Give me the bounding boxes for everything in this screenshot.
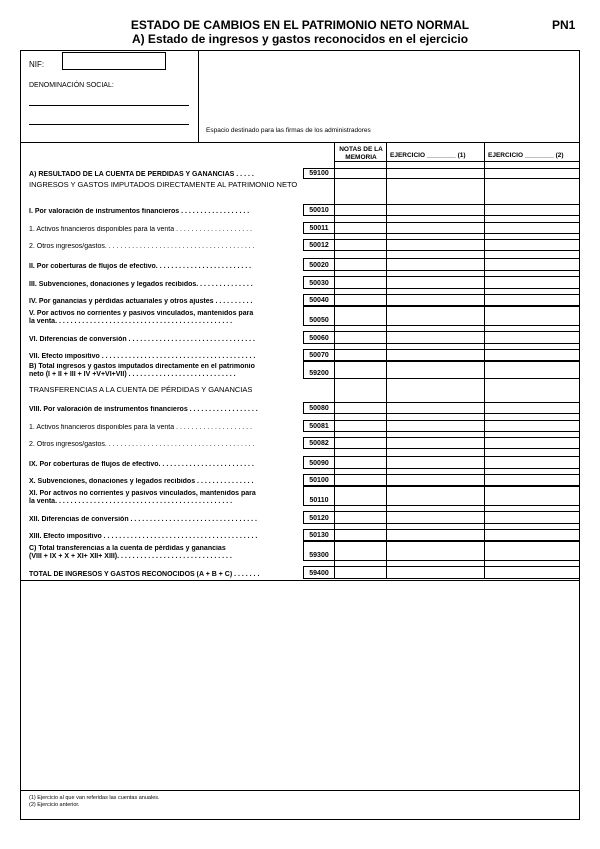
- ejercicio-1-cell[interactable]: [386, 258, 485, 271]
- notas-cell[interactable]: [334, 361, 387, 379]
- row-label: C) Total transferencias a la cuenta de pérdidas y ganancias (VIII + IX + X + XI+ XII+ XIII). . . . . . . . . . . . . . . . . . . . . . . . . . . . . .: [29, 545, 232, 560]
- notas-cell[interactable]: [334, 349, 387, 361]
- row-code: 59400: [303, 566, 335, 579]
- row-label: V. Por activos no corrientes y pasivos vinculados, mantenidos para la venta. . . . . . . . . . . . . . . . . . . . . . . . . . . . . . . . . . . . . . . . . . . . . .: [29, 310, 254, 325]
- ejercicio-1-cell[interactable]: [386, 456, 485, 469]
- header-divider-2: [386, 143, 387, 161]
- table-column-rule: [334, 161, 335, 579]
- row-label: 1. Activos financieros disponibles para la venta . . . . . . . . . . . . . . . . . . . .: [29, 226, 252, 233]
- notas-cell[interactable]: [334, 474, 387, 486]
- row-code: 50030: [303, 276, 335, 289]
- nif-field[interactable]: [62, 52, 166, 70]
- ejercicio-2-cell[interactable]: [484, 361, 580, 379]
- ejercicio-1-cell[interactable]: [386, 349, 485, 361]
- row-label: XI. Por activos no corrientes y pasivos vinculados, mantenidos para la venta. . . . . . . . . . . . . . . . . . . . . . . . . . . . . . . . . . . . . . . . . . . . . .: [29, 490, 256, 505]
- row-code: 50080: [303, 402, 335, 414]
- ejercicio-1-cell[interactable]: [386, 331, 485, 344]
- form-title: ESTADO DE CAMBIOS EN EL PATRIMONIO NETO NORMAL: [130, 18, 470, 32]
- row-code: 50082: [303, 437, 335, 449]
- column-header-ejercicio-1: EJERCICIO ________ (1): [390, 152, 466, 159]
- row-code: 50130: [303, 529, 335, 541]
- column-header-ejercicio-2: EJERCICIO ________ (2): [488, 152, 564, 159]
- row-label: TOTAL DE INGRESOS Y GASTOS RECONOCIDOS (A + B + C) . . . . . . .: [29, 571, 260, 578]
- footnote-2: (2) Ejercicio anterior.: [29, 802, 80, 808]
- notas-cell[interactable]: [334, 486, 387, 506]
- notas-cell[interactable]: [334, 420, 387, 432]
- ejercicio-2-cell[interactable]: [484, 474, 580, 486]
- form-frame: [20, 50, 580, 820]
- form-subtitle: A) Estado de ingresos y gastos reconocidos en el ejercicio: [131, 32, 469, 46]
- ejercicio-2-cell[interactable]: [484, 204, 580, 216]
- row-code: 59300: [303, 541, 335, 561]
- row-label: 2. Otros ingresos/gastos. . . . . . . . . . . . . . . . . . . . . . . . . . . . . . . . . . . . . . .: [29, 441, 255, 448]
- notas-cell[interactable]: [334, 258, 387, 271]
- header-bottom-rule: [334, 161, 580, 162]
- denominacion-label: DENOMINACIÓN SOCIAL:: [29, 82, 114, 89]
- footnote-rule: [20, 790, 580, 791]
- row-label: X. Subvenciones, donaciones y legados recibidos . . . . . . . . . . . . . . .: [29, 478, 254, 485]
- ejercicio-1-cell[interactable]: [386, 204, 485, 216]
- ejercicio-1-cell[interactable]: [386, 222, 485, 234]
- notas-cell[interactable]: [334, 437, 387, 449]
- ejercicio-2-cell[interactable]: [484, 420, 580, 432]
- row-label: VII. Efecto impositivo . . . . . . . . . . . . . . . . . . . . . . . . . . . . . . . . . . . . . . . .: [29, 353, 256, 360]
- ejercicio-2-cell[interactable]: [484, 529, 580, 541]
- form-code: PN1: [552, 18, 576, 32]
- section-heading: INGRESOS Y GASTOS IMPUTADOS DIRECTAMENTE AL PATRIMONIO NETO: [29, 180, 298, 189]
- notas-cell[interactable]: [334, 511, 387, 524]
- ejercicio-2-cell[interactable]: [484, 566, 580, 579]
- ejercicio-1-cell[interactable]: [386, 402, 485, 414]
- ejercicio-2-cell[interactable]: [484, 541, 580, 561]
- row-label: XII. Diferencias de conversión . . . . . . . . . . . . . . . . . . . . . . . . . . . . . . . . .: [29, 516, 257, 523]
- row-code: 50010: [303, 204, 335, 216]
- ejercicio-1-cell[interactable]: [386, 306, 485, 326]
- notas-cell[interactable]: [334, 541, 387, 561]
- ejercicio-1-cell[interactable]: [386, 474, 485, 486]
- ejercicio-1-cell[interactable]: [386, 239, 485, 251]
- row-code: 59200: [303, 361, 335, 379]
- row-code: 50012: [303, 239, 335, 251]
- ejercicio-2-cell[interactable]: [484, 437, 580, 449]
- notas-cell[interactable]: [334, 222, 387, 234]
- row-code: 50100: [303, 474, 335, 486]
- ejercicio-1-cell[interactable]: [386, 294, 485, 306]
- notas-cell[interactable]: [334, 168, 387, 179]
- ejercicio-1-cell[interactable]: [386, 361, 485, 379]
- denominacion-line-1[interactable]: [29, 105, 189, 106]
- row-code: 50090: [303, 456, 335, 469]
- notas-cell[interactable]: [334, 529, 387, 541]
- row-code: 50020: [303, 258, 335, 271]
- nif-label: NIF:: [29, 60, 45, 69]
- ejercicio-1-cell[interactable]: [386, 486, 485, 506]
- notas-cell[interactable]: [334, 239, 387, 251]
- table-column-rule: [484, 161, 485, 579]
- ejercicio-2-cell[interactable]: [484, 331, 580, 344]
- ejercicio-2-cell[interactable]: [484, 168, 580, 179]
- ejercicio-2-cell[interactable]: [484, 239, 580, 251]
- row-code: 50050: [303, 306, 335, 326]
- header-divider-3: [484, 143, 485, 161]
- notas-cell[interactable]: [334, 331, 387, 344]
- denominacion-line-2[interactable]: [29, 124, 189, 125]
- row-label: A) RESULTADO DE LA CUENTA DE PÉRDIDAS Y GANANCIAS . . . . .: [29, 171, 254, 178]
- row-code: 50110: [303, 486, 335, 506]
- row-code: 50011: [303, 222, 335, 234]
- row-label: IX. Por coberturas de flujos de efectivo. . . . . . . . . . . . . . . . . . . . . . . . .: [29, 461, 254, 468]
- ejercicio-2-cell[interactable]: [484, 306, 580, 326]
- ejercicio-2-cell[interactable]: [484, 258, 580, 271]
- row-code: 50040: [303, 294, 335, 306]
- ejercicio-2-cell[interactable]: [484, 486, 580, 506]
- footnote-1: (1) Ejercicio al que van referidas las cuentas anuales.: [29, 795, 160, 801]
- row-label: III. Subvenciones, donaciones y legados recibidos. . . . . . . . . . . . . . .: [29, 281, 253, 288]
- ejercicio-1-cell[interactable]: [386, 437, 485, 449]
- header-divider-1: [334, 143, 335, 161]
- ejercicio-2-cell[interactable]: [484, 276, 580, 289]
- ejercicio-1-cell[interactable]: [386, 276, 485, 289]
- row-label: XIII. Efecto impositivo . . . . . . . . . . . . . . . . . . . . . . . . . . . . . . . . . . . . . . . .: [29, 533, 258, 540]
- notas-cell[interactable]: [334, 294, 387, 306]
- row-code: 50081: [303, 420, 335, 432]
- identification-divider: [198, 50, 199, 143]
- notas-cell[interactable]: [334, 456, 387, 469]
- ejercicio-1-cell[interactable]: [386, 511, 485, 524]
- row-label: VIII. Por valoración de instrumentos financieros . . . . . . . . . . . . . . . . . .: [29, 406, 258, 413]
- table-column-rule: [386, 161, 387, 579]
- ejercicio-2-cell[interactable]: [484, 294, 580, 306]
- ejercicio-2-cell[interactable]: [484, 349, 580, 361]
- ejercicio-2-cell[interactable]: [484, 402, 580, 414]
- admin-signature-label: Espacio destinado para las firmas de los administradores: [206, 127, 371, 134]
- notas-cell[interactable]: [334, 306, 387, 326]
- notas-cell[interactable]: [334, 276, 387, 289]
- row-code: 50070: [303, 349, 335, 361]
- row-label: 2. Otros ingresos/gastos. . . . . . . . . . . . . . . . . . . . . . . . . . . . . . . . . . . . . . .: [29, 243, 255, 250]
- row-code: 50060: [303, 331, 335, 344]
- notas-cell[interactable]: [334, 566, 387, 579]
- section-heading: TRANSFERENCIAS A LA CUENTA DE PÉRDIDAS Y GANANCIAS: [29, 385, 253, 394]
- row-code: 59100: [303, 168, 335, 179]
- row-label: VI. Diferencias de conversión . . . . . . . . . . . . . . . . . . . . . . . . . . . . . . . . .: [29, 336, 256, 343]
- ejercicio-1-cell[interactable]: [386, 541, 485, 561]
- row-label: 1. Activos financieros disponibles para la venta . . . . . . . . . . . . . . . . . . . .: [29, 424, 252, 431]
- ejercicio-1-cell[interactable]: [386, 529, 485, 541]
- row-label: B) Total ingresos y gastos imputados directamente en el patrimonio neto (I + II + III + IV +V+VI+VII) . . . . . . . . . . . . . . . . . . . . . . . . . . . .: [29, 363, 255, 378]
- ejercicio-2-cell[interactable]: [484, 511, 580, 524]
- row-label: IV. Por ganancias y pérdidas actuariales y otros ajustes . . . . . . . . . .: [29, 298, 253, 305]
- ejercicio-2-cell[interactable]: [484, 222, 580, 234]
- row-code: 50120: [303, 511, 335, 524]
- row-label: I. Por valoración de instrumentos financieros . . . . . . . . . . . . . . . . . .: [29, 208, 250, 215]
- ejercicio-2-cell[interactable]: [484, 456, 580, 469]
- ejercicio-1-cell[interactable]: [386, 168, 485, 179]
- row-label: II. Por coberturas de flujos de efectivo. . . . . . . . . . . . . . . . . . . . . . . . .: [29, 263, 252, 270]
- ejercicio-1-cell[interactable]: [386, 420, 485, 432]
- notas-cell[interactable]: [334, 204, 387, 216]
- column-header-notas: NOTAS DE LA MEMORIA: [339, 146, 383, 161]
- ejercicio-1-cell[interactable]: [386, 566, 485, 579]
- table-bottom-rule: [20, 580, 580, 581]
- notas-cell[interactable]: [334, 402, 387, 414]
